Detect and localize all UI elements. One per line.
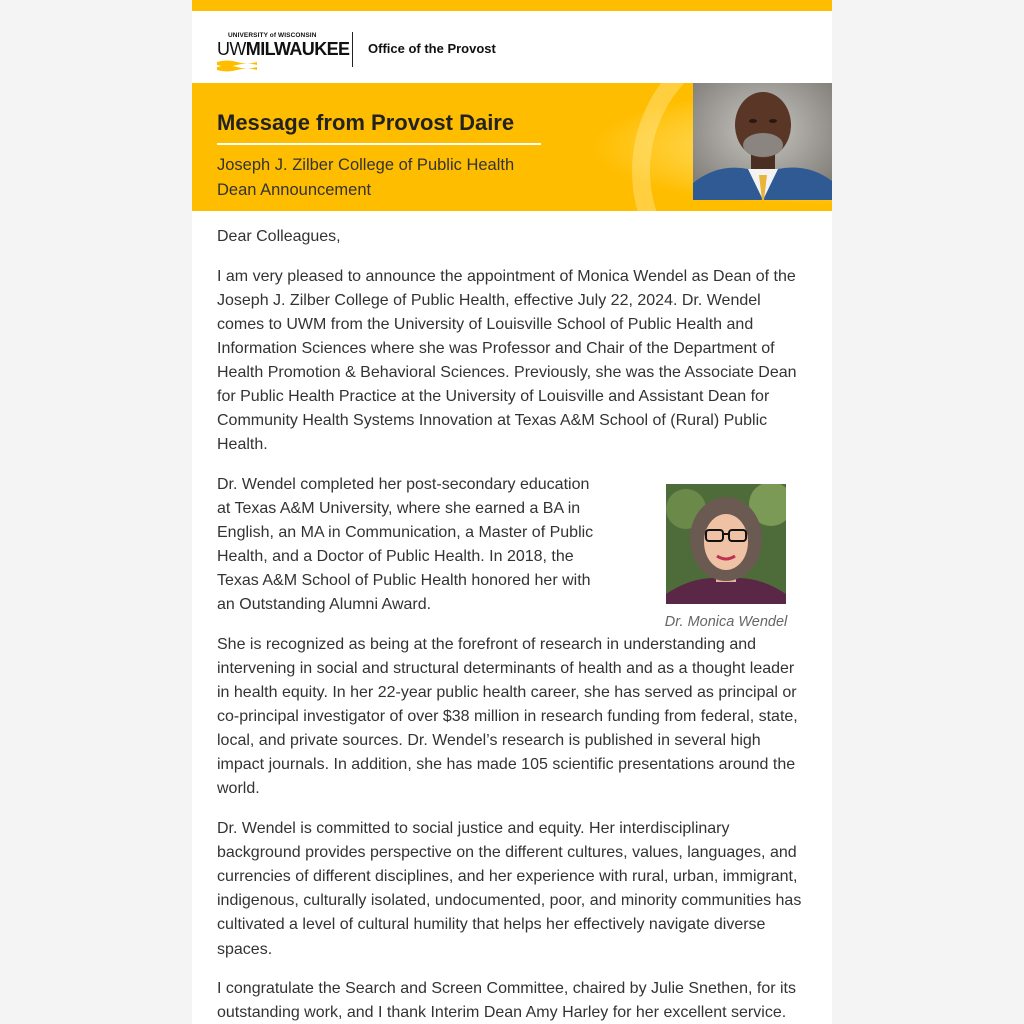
banner-title: Message from Provost Daire [217, 110, 515, 135]
paragraph-thanks: I congratulate the Search and Screen Committee, chaired by Julie Snethen, for its outstanding work, and I thank Interim Dean Amy Harley for her excellent service. [217, 980, 796, 1022]
hero-banner [192, 83, 832, 211]
logo-flag-icon [217, 59, 257, 73]
banner-subtitle [217, 153, 514, 203]
email-header [192, 11, 832, 83]
paragraph-appointment: I am very pleased to announce the appointment of Monica Wendel as Dean of the Joseph J. Zilber College of Public Health, effective July 22, 2024. Dr. Wendel comes to UWM from the University of Louisville School of Public Health and Information Sciences where she was Professor and Chair of the Department of Health Promotion & Behavioral Sciences. Previously, she was the Associate Dean for Public Health Practice at the University of Louisville and Assistant Dean for Community Health Systems Innovation at Texas A&M School of (Rural) Public Health. [217, 267, 797, 454]
email-body [192, 0, 832, 1024]
paragraph-equity: Dr. Wendel is committed to social justice and equity. Her interdisciplinary background provides perspective on the different cultures, values, languages, and currencies of different disciplines, and her experience with rural, urban, immigrant, indigenous, culturally isolated, undocumented, poor, and minority communities has cultivated a level of cultural humility that helps her effectively navigate diverse spaces. [217, 820, 802, 958]
banner-subtitle-line2: Dean Announcement [217, 181, 372, 199]
office-name: Office of the Provost [368, 41, 496, 56]
provost-photo [693, 83, 832, 200]
logo-wordmark: UWMILWAUKEE [217, 39, 350, 59]
top-gold-bar [192, 0, 832, 11]
uwm-logo[interactable] [217, 32, 350, 78]
banner-rule [217, 143, 541, 145]
greeting: Dear Colleagues, [217, 228, 341, 245]
paragraph-education: Dr. Wendel completed her post-secondary education at Texas A&M University, where she earned a BA in English, an MA in Communication, a Master of Public Health, and a Doctor of Public Health. In 2018, the Texas A&M School of Public Health honored her with an Outstanding Alumni Award. [217, 475, 594, 614]
photo-caption: Dr. Monica Wendel [664, 614, 788, 630]
wendel-photo [666, 484, 786, 604]
paragraph-research: She is recognized as being at the forefront of research in understanding and intervening in social and structural determinants of health and as a thought leader in health equity. In her 22-year public health career, she has served as principal or co-principal investigator of over $38 million in research funding from federal, state, local, and private sources. Dr. Wendel’s research is published in several high impact journals. In addition, she has made 105 scientific presentations around the world. [217, 635, 798, 798]
message-content [217, 225, 807, 1024]
header-divider [352, 32, 353, 67]
banner-subtitle-line1: Joseph J. Zilber College of Public Health [217, 156, 515, 174]
logo-university-text: UNIVERSITY of WISCONSIN [228, 32, 317, 39]
